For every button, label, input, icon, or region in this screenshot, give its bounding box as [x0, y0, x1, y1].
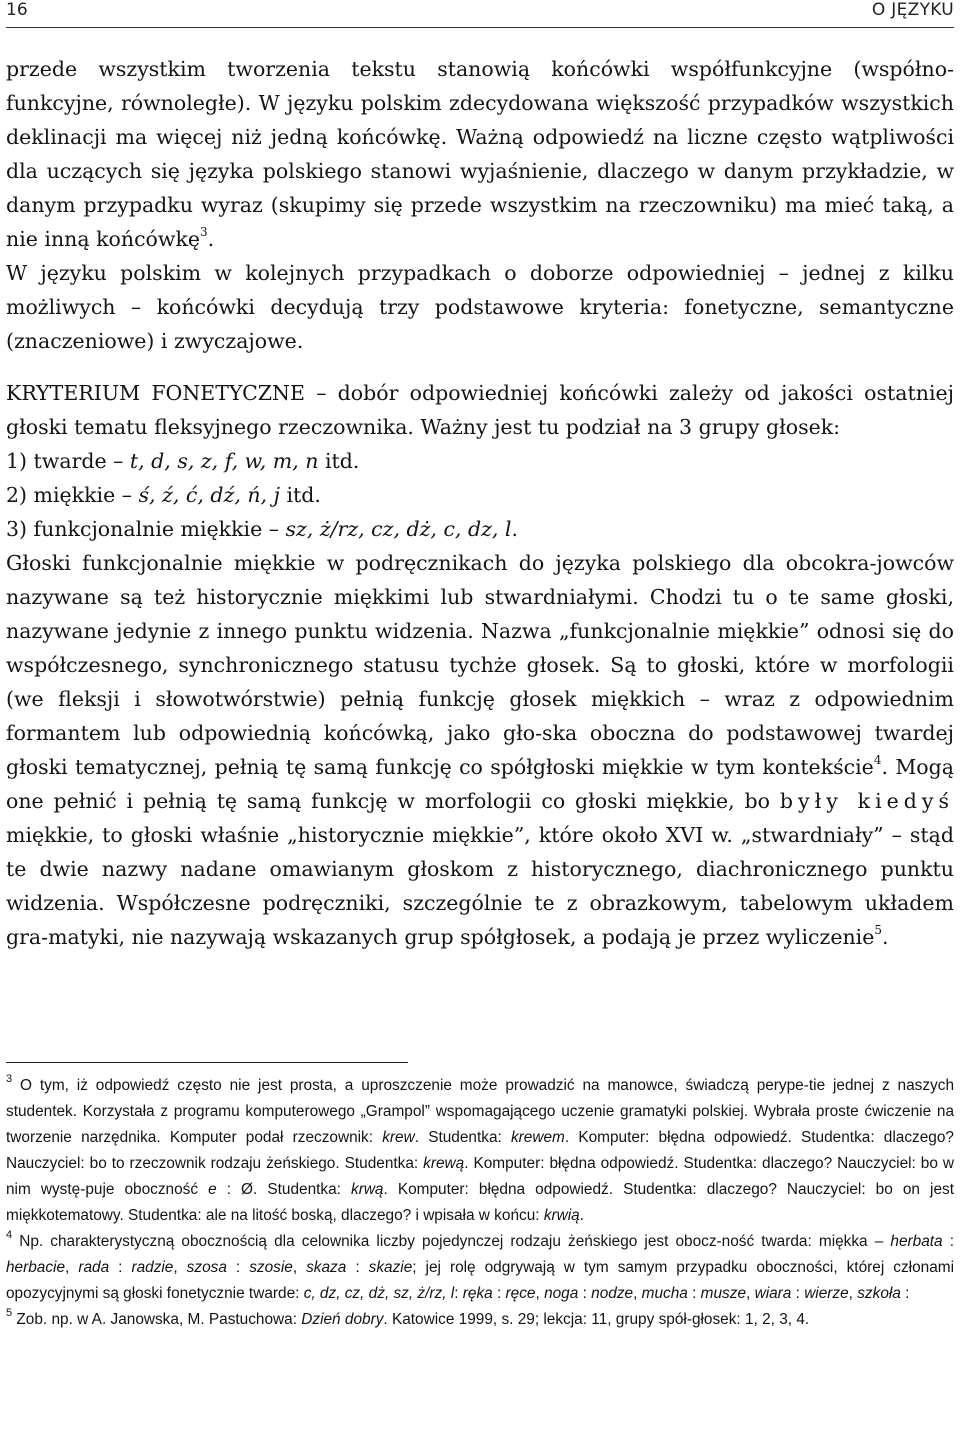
footnote-text: . Komputer: błędna odpowiedź. Studentka: dlaczego? Nauczyciel: bo on jest miękkotematowy. Studentka: ale na litość boską, dlaczego? i wpisała w końcu:	[6, 1181, 954, 1224]
footnote-text: Zob. np. w A. Janowska, M. Pastuchowa:	[12, 1311, 302, 1328]
footnote-italic: szosa	[186, 1259, 227, 1276]
footnote-text: ,	[65, 1259, 79, 1276]
paragraph-text: Głoski funkcjonalnie miękkie w podręcznikach do języka polskiego dla obcokra-jowców nazywane są też historycznie miękkimi lub stwardniałymi. Chodzi tu o te same głoski, nazywane jedynie z innego punktu widzenia. Nazwa „funkcjonalnie miękkie” odnosi się do współczesnego, synchronicznego statusu tychże głosek. Są to głoski, które w morfologii (we fleksji i słowotwórstwie) pełnią funkcję głosek miękkich – wraz z odpowiednim formantem lub odpowiednią końcówką, jako gło-ska oboczna do podstawowej twardej głoski tematycznej, pełnią tę samą funkcję co spółgłoski miękkie w tym kontekście	[6, 551, 954, 779]
footnote-text: :	[578, 1285, 592, 1302]
page-number: 16	[6, 0, 28, 20]
footnote-italic: skazie	[368, 1259, 413, 1276]
footnote-italic: radzie	[131, 1259, 174, 1276]
footnote-italic: szosie	[249, 1259, 293, 1276]
footnote-text: ,	[746, 1285, 755, 1302]
footnote-number: 5	[6, 1306, 13, 1319]
footnote-italic: Dzień dobry	[301, 1311, 384, 1328]
footnote-number: 4	[6, 1228, 13, 1241]
footnote-text: . Katowice 1999, s. 29; lekcja: 11, grupy spół-głosek: 1, 2, 3, 4.	[383, 1311, 810, 1328]
paragraph-criteria: W języku polskim w kolejnych przypadkach o doborze odpowiedniej – jednej z kilku możliwych – końcówki decydują trzy podstawowe kryteria: fonetyczne, semantyczne (znaczeniowe) i zwyczajowe.	[6, 261, 954, 353]
paragraph-text: .	[881, 925, 889, 949]
footnote-italic: wiara	[754, 1285, 792, 1302]
footnote-text: :	[942, 1233, 954, 1250]
footnote-italic: ręka	[462, 1285, 493, 1302]
page-header	[6, 0, 954, 24]
footnote-italic: krwią	[543, 1207, 580, 1224]
footnote-ref-3: 3	[200, 225, 208, 240]
footnote-3	[6, 1073, 954, 1229]
footnote-text: ,	[535, 1285, 545, 1302]
footnote-text: Np. charakterystyczną obocznością dla celownika liczby pojedynczej rodzaju żeńskiego jest obocz-ność twarda: miękka –	[12, 1233, 891, 1250]
footnote-italic: herbata	[890, 1233, 943, 1250]
footnote-italic: krewą	[423, 1155, 465, 1172]
footnote-italic: e	[208, 1181, 217, 1198]
footnote-text: :	[687, 1285, 701, 1302]
footnote-italic: wierze	[804, 1285, 849, 1302]
footnote-text: ,	[633, 1285, 642, 1302]
footnote-ref-5: 5	[874, 923, 882, 938]
spaced-emphasis: były kiedyś	[779, 789, 954, 813]
footnote-italic: noga	[544, 1285, 579, 1302]
footnote-5	[6, 1307, 954, 1333]
running-title: O JĘZYKU	[871, 0, 954, 20]
list-item-suffix: itd.	[318, 449, 360, 473]
footnote-italic: krew	[382, 1129, 415, 1146]
footnote-text: :	[791, 1285, 805, 1302]
footnote-text: :	[492, 1285, 506, 1302]
footnote-text: ,	[292, 1259, 307, 1276]
footnote-text: ; jej rolę odgrywają w tym samym przypadku oboczności, której członami opozycyjnymi są głoski fonetycznie twarde:	[6, 1259, 954, 1302]
footnote-text: :	[454, 1285, 463, 1302]
list-item-label: 2) miękkie –	[6, 483, 139, 507]
footnote-italic: ręce	[505, 1285, 536, 1302]
list-item-letters: sz, ż/rz, cz, dż, c, dz, l	[285, 517, 512, 541]
footnote-text: : Ø. Studentka:	[216, 1181, 351, 1198]
footnote-text: ,	[848, 1285, 858, 1302]
list-item-letters: ś, ź, ć, dź, ń, j	[138, 483, 280, 507]
list-item-letters: t, d, s, z, f, w, m, n	[129, 449, 319, 473]
list-item-hard	[6, 444, 954, 478]
footnote-italic: c, dz, cz, dż, sz, ż/rz, l	[303, 1285, 455, 1302]
footnote-text: :	[346, 1259, 369, 1276]
footnote-ref-4: 4	[873, 753, 882, 768]
paragraph-text: miękkie, to głoski właśnie „historycznie miękkie”, które około XVI w. „stwardniały” – stąd te dwie nazwy nadane omawianym głoskom z historycznego, diachronicznego punktu widzenia. Współczesne podręczniki, szczególnie te z obrazkowym, tabelowym układem gra-matyki, nie nazywają wskazanych grup spółgłosek, a podają je przez wyliczenie	[6, 823, 954, 949]
list-item-suffix: itd.	[279, 483, 321, 507]
footnote-italic: szkoła	[857, 1285, 901, 1302]
paragraph-functional-soft	[6, 546, 954, 954]
footnote-text: . Komputer: błędna odpowiedź. Studentka: dlaczego? Nauczyciel: bo to rzeczownik rodzaju żeńskiego. Studentka:	[6, 1129, 954, 1172]
main-text	[6, 52, 954, 954]
footnote-italic: krewem	[510, 1129, 565, 1146]
footnote-italic: krwą	[351, 1181, 384, 1198]
footnote-italic: skaza	[306, 1259, 347, 1276]
footnote-number: 3	[6, 1072, 13, 1085]
footnote-text: :	[109, 1259, 132, 1276]
paragraph-text: . Mogą one pełnić i pełnią tę samą funkcję w morfologii co głoski miękkie, bo	[6, 755, 954, 813]
footnotes	[6, 1062, 954, 1333]
footnote-text: O tym, iż odpowiedź często nie jest prosta, a uproszczenie może prowadzić na manowce, świadczą perype-tie jednej z naszych studentek. Korzystała z programu komputerowego „Grampol” wspomagającego uczenie gramatyki polskiej. Wybrała proste ćwiczenie na tworzenie narzędnika. Komputer podał rzeczownik:	[6, 1077, 954, 1146]
footnote-italic: mucha	[641, 1285, 688, 1302]
footnote-italic: herbacie	[6, 1259, 66, 1276]
footnote-text: . Komputer: błędna odpowiedź. Studentka: dlaczego? Nauczyciel: bo w nim wystę-puje oboczność	[6, 1155, 954, 1198]
footnote-4	[6, 1229, 954, 1307]
list-item-label: 1) twarde –	[6, 449, 130, 473]
footnote-text: :	[226, 1259, 250, 1276]
list-item-suffix: .	[511, 517, 519, 541]
footnote-text: ,	[173, 1259, 187, 1276]
footnote-text: . Studentka:	[414, 1129, 511, 1146]
list-item-soft	[6, 478, 954, 512]
footnote-text: :	[900, 1285, 910, 1302]
list-item-functional-soft	[6, 512, 954, 546]
footnote-separator	[6, 1062, 408, 1063]
paragraph-text: przede wszystkim tworzenia tekstu stanowią końcówki współfunkcyjne (współno-funkcyjne, równoległe). W języku polskim zdecydowana większość przypadków wszystkich deklinacji ma więcej niż jedną końcówkę. Ważną odpowiedź na liczne często wątpliwości dla uczących się języka polskiego stanowi wyjaśnienie, dlaczego w danym przykładzie, w danym przypadku wyraz (skupimy się przede wszystkim na rzeczowniku) ma mieć taką, a nie inną końcówkę	[6, 57, 954, 251]
list-item-label: 3) funkcjonalnie miękkie –	[6, 517, 286, 541]
footnote-italic: rada	[78, 1259, 110, 1276]
paragraph-text: .	[207, 227, 215, 251]
paragraph-intro	[6, 52, 954, 256]
header-rule	[6, 27, 954, 28]
footnote-italic: nodze	[591, 1285, 634, 1302]
footnote-text: .	[579, 1207, 585, 1224]
paragraph-phonetic-criterion: KRYTERIUM FONETYCZNE – dobór odpowiedniej końcówki zależy od jakości ostatniej głoski tematu fleksyjnego rzeczownika. Ważny jest tu podział na 3 grupy głosek:	[6, 381, 954, 439]
footnote-italic: musze	[700, 1285, 747, 1302]
